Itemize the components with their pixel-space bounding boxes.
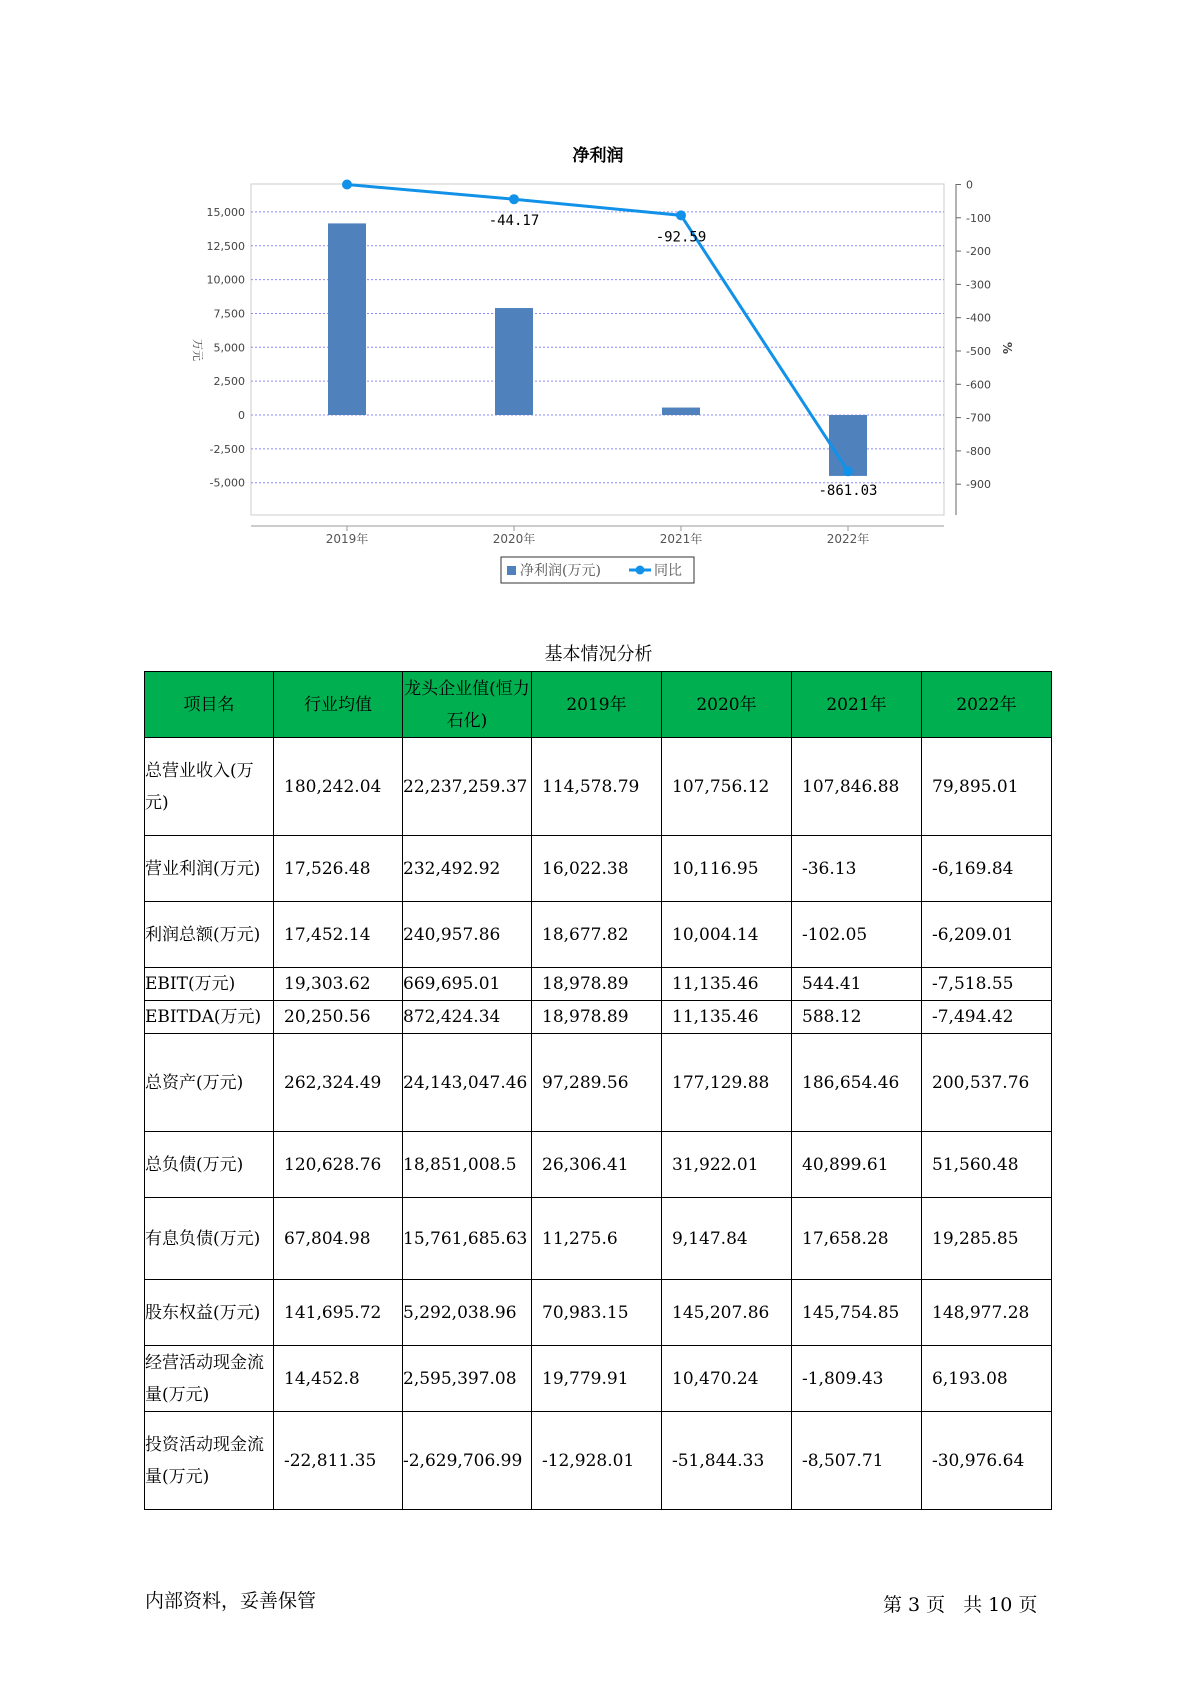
- table-row: [145, 1001, 1052, 1034]
- cell-value: [922, 836, 1052, 902]
- header-2021: 2021年: [792, 672, 922, 738]
- net-profit-chart: [0, 0, 1191, 600]
- legend-swatch-bar: [507, 566, 516, 575]
- cell-text: -2,629,706.99: [403, 1450, 523, 1471]
- cell-text: -8,507.71: [802, 1450, 884, 1471]
- cell-text: 107,756.12: [672, 776, 770, 797]
- yoy-point: [342, 180, 352, 190]
- row-label: 营业利润(万元): [145, 836, 274, 902]
- cell-text: -22,811.35: [284, 1450, 377, 1471]
- cell-text: 588.12: [802, 1007, 862, 1027]
- page-suffix: 页: [1018, 1594, 1038, 1616]
- table-row: [145, 902, 1052, 968]
- page-mid: 页: [926, 1594, 946, 1616]
- table-row: [145, 1280, 1052, 1346]
- y-axis-title: 万元: [191, 339, 204, 361]
- cell-text: 200,537.76: [932, 1072, 1030, 1093]
- y2-tick-label: -900: [966, 478, 991, 492]
- cell-value: [274, 836, 403, 902]
- legend-swatch-point: [636, 566, 645, 575]
- cell-value: [792, 1346, 922, 1412]
- row-label: 总营业收入(万元): [145, 738, 274, 836]
- cell-value: [922, 738, 1052, 836]
- cell-text: -12,928.01: [542, 1450, 635, 1471]
- cell-text: 10,004.14: [672, 924, 759, 945]
- cell-value: [532, 1346, 662, 1412]
- cell-text: 31,922.01: [672, 1154, 759, 1175]
- table-row: [145, 1132, 1052, 1198]
- cell-value: [922, 1132, 1052, 1198]
- cell-value: [922, 1280, 1052, 1346]
- cell-text: 5,292,038.96: [403, 1302, 517, 1323]
- cell-text: 14,452.8: [284, 1368, 360, 1389]
- y-tick-label: 2,500: [213, 375, 245, 389]
- cell-value: [792, 968, 922, 1001]
- cell-text: -102.05: [802, 924, 868, 945]
- confidential-note: 内部资料，妥善保管: [145, 1590, 317, 1612]
- cell-text: 18,851,008.5: [403, 1154, 517, 1175]
- cell-text: 141,695.72: [284, 1302, 382, 1323]
- cell-value: [792, 836, 922, 902]
- y-tick-label: 10,000: [206, 273, 245, 287]
- cell-value: [532, 1280, 662, 1346]
- cell-text: 24,143,047.46: [403, 1072, 528, 1093]
- cell-value: [662, 1001, 792, 1034]
- cell-text: 51,560.48: [932, 1154, 1019, 1175]
- cell-value: [274, 738, 403, 836]
- cell-text: -51,844.33: [672, 1450, 765, 1471]
- cell-value: [662, 1132, 792, 1198]
- cell-text: 544.41: [802, 974, 862, 994]
- cell-value: [922, 968, 1052, 1001]
- cell-text: 17,526.48: [284, 858, 371, 879]
- analysis-table: [144, 671, 1052, 1510]
- y-tick-label: 0: [238, 409, 245, 422]
- cell-value: [922, 1412, 1052, 1510]
- legend-label-yoy: 同比: [654, 563, 682, 579]
- cell-value: [792, 1132, 922, 1198]
- cell-value: [792, 1280, 922, 1346]
- y2-axis-title: %: [1000, 341, 1014, 355]
- y2-tick-label: -200: [966, 245, 991, 259]
- cell-text: 26,306.41: [542, 1154, 629, 1175]
- y2-tick-label: -800: [966, 444, 991, 458]
- cell-value: [662, 902, 792, 968]
- row-label: 有息负债(万元): [145, 1198, 274, 1280]
- cell-value: [922, 902, 1052, 968]
- x-tick-label: 2020年: [492, 532, 536, 546]
- yoy-point: [843, 466, 853, 476]
- cell-text: 10,116.95: [672, 858, 759, 879]
- cell-text: 9,147.84: [672, 1228, 748, 1249]
- cell-text: 186,654.46: [802, 1072, 900, 1093]
- cell-value: [403, 1132, 532, 1198]
- cell-text: 11,135.46: [672, 974, 759, 994]
- cell-value: [662, 738, 792, 836]
- chart-title: 净利润: [572, 146, 624, 166]
- cell-value: [532, 738, 662, 836]
- cell-text: -6,169.84: [932, 858, 1014, 879]
- cell-value: [922, 1198, 1052, 1280]
- data-label: -92.59: [655, 229, 707, 246]
- cell-text: -7,518.55: [932, 974, 1014, 994]
- row-label: 经营活动现金流量(万元): [145, 1346, 274, 1412]
- cell-value: [403, 1001, 532, 1034]
- cell-value: [662, 836, 792, 902]
- cell-value: [922, 1001, 1052, 1034]
- cell-value: [662, 1346, 792, 1412]
- cell-value: [403, 1280, 532, 1346]
- cell-text: 11,135.46: [672, 1007, 759, 1027]
- cell-value: [532, 1198, 662, 1280]
- cell-text: 15,761,685.63: [403, 1228, 528, 1249]
- cell-text: 669,695.01: [403, 974, 501, 994]
- header-item-name: 项目名: [145, 672, 274, 738]
- page-current: 3: [908, 1594, 921, 1616]
- total-prefix: 共: [963, 1594, 983, 1616]
- y-tick-label: 5,000: [213, 341, 245, 355]
- cell-value: [532, 1412, 662, 1510]
- cell-value: [532, 1034, 662, 1132]
- data-label: -44.17: [488, 213, 540, 230]
- table-caption: 基本情况分析: [544, 644, 653, 665]
- cell-value: [403, 902, 532, 968]
- cell-text: 97,289.56: [542, 1072, 629, 1093]
- cell-text: 114,578.79: [542, 776, 640, 797]
- cell-text: 22,237,259.37: [403, 776, 528, 797]
- cell-text: 232,492.92: [403, 858, 501, 879]
- cell-value: [274, 1412, 403, 1510]
- cell-value: [403, 738, 532, 836]
- y-tick-label: 15,000: [206, 205, 245, 219]
- cell-value: [403, 1034, 532, 1132]
- table-row: [145, 836, 1052, 902]
- cell-value: [662, 1034, 792, 1132]
- cell-value: [274, 1132, 403, 1198]
- cell-text: -1,809.43: [802, 1368, 884, 1389]
- cell-value: [792, 1001, 922, 1034]
- data-label: -861.03: [818, 483, 878, 500]
- bar-net-profit: [662, 408, 700, 415]
- x-tick-label: 2022年: [826, 532, 870, 546]
- cell-text: 6,193.08: [932, 1368, 1008, 1389]
- table-row: [145, 738, 1052, 836]
- table-row: [145, 1034, 1052, 1132]
- cell-text: 18,978.89: [542, 974, 629, 994]
- cell-value: [274, 902, 403, 968]
- bar-net-profit: [328, 223, 366, 415]
- y-tick-label: -5,000: [209, 476, 245, 490]
- table-row: [145, 1346, 1052, 1412]
- cell-text: 20,250.56: [284, 1007, 371, 1027]
- cell-value: [922, 1034, 1052, 1132]
- cell-text: 79,895.01: [932, 776, 1019, 797]
- cell-text: 67,804.98: [284, 1228, 371, 1249]
- cell-value: [274, 968, 403, 1001]
- cell-value: [792, 902, 922, 968]
- y-tick-label: -2,500: [209, 442, 245, 456]
- page-prefix: 第: [883, 1594, 903, 1616]
- cell-value: [662, 1198, 792, 1280]
- cell-text: 240,957.86: [403, 924, 501, 945]
- cell-value: [532, 902, 662, 968]
- cell-text: 19,303.62: [284, 974, 371, 994]
- page-total: 10: [988, 1594, 1013, 1616]
- cell-value: [662, 968, 792, 1001]
- table-row: [145, 1198, 1052, 1280]
- cell-text: 16,022.38: [542, 858, 629, 879]
- cell-value: [662, 1412, 792, 1510]
- cell-value: [403, 1346, 532, 1412]
- cell-value: [274, 1034, 403, 1132]
- cell-text: 180,242.04: [284, 776, 382, 797]
- yoy-point: [676, 210, 686, 220]
- cell-value: [792, 1034, 922, 1132]
- cell-value: [662, 1280, 792, 1346]
- cell-value: [403, 836, 532, 902]
- cell-text: 2,595,397.08: [403, 1368, 517, 1389]
- cell-text: 40,899.61: [802, 1154, 889, 1175]
- table-row: [145, 968, 1052, 1001]
- y2-tick-label: -700: [966, 411, 991, 425]
- row-label: 利润总额(万元): [145, 902, 274, 968]
- row-label: EBIT(万元): [145, 968, 274, 1001]
- y-tick-label: 12,500: [206, 239, 245, 253]
- cell-text: 872,424.34: [403, 1007, 501, 1027]
- cell-text: 18,978.89: [542, 1007, 629, 1027]
- header-2019: 2019年: [532, 672, 662, 738]
- yoy-line: [347, 185, 848, 472]
- cell-value: [792, 1412, 922, 1510]
- y2-tick-label: -600: [966, 378, 991, 392]
- row-label: 总资产(万元): [145, 1034, 274, 1132]
- bar-net-profit: [495, 308, 533, 415]
- cell-text: -7,494.42: [932, 1007, 1014, 1027]
- cell-value: [532, 968, 662, 1001]
- row-label: 总负债(万元): [145, 1132, 274, 1198]
- cell-text: 70,983.15: [542, 1302, 629, 1323]
- row-label: 股东权益(万元): [145, 1280, 274, 1346]
- cell-value: [274, 1001, 403, 1034]
- cell-text: 11,275.6: [542, 1228, 618, 1249]
- cell-value: [403, 968, 532, 1001]
- cell-text: 17,452.14: [284, 924, 371, 945]
- cell-value: [403, 1412, 532, 1510]
- cell-text: 107,846.88: [802, 776, 900, 797]
- header-2022: 2022年: [922, 672, 1052, 738]
- cell-text: 145,754.85: [802, 1302, 900, 1323]
- cell-text: 177,129.88: [672, 1072, 770, 1093]
- cell-value: [274, 1280, 403, 1346]
- cell-value: [532, 1001, 662, 1034]
- cell-text: -30,976.64: [932, 1450, 1025, 1471]
- cell-text: -6,209.01: [932, 924, 1014, 945]
- header-industry-average: 行业均值: [274, 672, 403, 738]
- cell-text: 120,628.76: [284, 1154, 382, 1175]
- y2-tick-label: -500: [966, 345, 991, 358]
- y-tick-label: 7,500: [213, 307, 245, 321]
- y2-tick-label: -100: [966, 211, 991, 225]
- cell-value: [922, 1346, 1052, 1412]
- page-indicator: [883, 1590, 1043, 1617]
- cell-text: 10,470.24: [672, 1368, 759, 1389]
- y2-tick-label: 0: [966, 178, 973, 192]
- cell-text: 19,779.91: [542, 1368, 629, 1389]
- y2-tick-label: -400: [966, 311, 991, 325]
- cell-value: [274, 1198, 403, 1280]
- cell-text: 262,324.49: [284, 1072, 382, 1093]
- row-label: EBITDA(万元): [145, 1001, 274, 1034]
- cell-text: 17,658.28: [802, 1228, 889, 1249]
- header-leader-value: 龙头企业值(恒力石化): [403, 672, 532, 738]
- cell-value: [274, 1346, 403, 1412]
- cell-text: 148,977.28: [932, 1302, 1030, 1323]
- cell-text: 145,207.86: [672, 1302, 770, 1323]
- y2-tick-label: -300: [966, 278, 991, 292]
- cell-text: -36.13: [802, 858, 857, 879]
- cell-value: [532, 836, 662, 902]
- cell-value: [532, 1132, 662, 1198]
- x-tick-label: 2019年: [325, 532, 369, 546]
- cell-value: [403, 1198, 532, 1280]
- cell-text: 19,285.85: [932, 1228, 1019, 1249]
- header-2020: 2020年: [662, 672, 792, 738]
- legend-label-net-profit: 净利润(万元): [520, 563, 601, 579]
- cell-text: 18,677.82: [542, 924, 629, 945]
- yoy-point: [509, 194, 519, 204]
- cell-value: [792, 1198, 922, 1280]
- row-label: 投资活动现金流量(万元): [145, 1412, 274, 1510]
- x-tick-label: 2021年: [659, 532, 703, 546]
- cell-value: [792, 738, 922, 836]
- table-row: [145, 1412, 1052, 1510]
